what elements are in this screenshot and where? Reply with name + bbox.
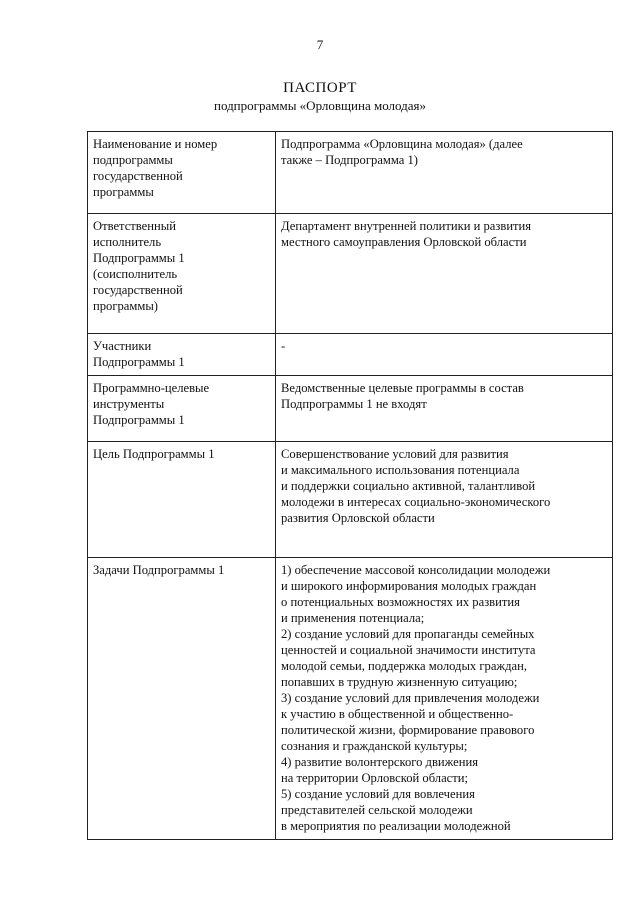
row-label-cell [88,334,276,376]
row-label-line: исполнитель [93,235,162,249]
row-label-line: Ответственный [93,219,176,233]
row-value-line: и широкого информирования молодых граждан [281,579,537,593]
row-value-line: 3) создание условий для привлечения молодежи [281,691,540,705]
row-label-line: Цель Подпрограммы 1 [93,447,215,461]
row-label-line: Подпрограммы 1 [93,251,185,265]
row-value-line: Подпрограммы 1 не входят [281,397,427,411]
row-value-line: политической жизни, формирование правового [281,723,535,737]
row-value-line: и применения потенциала; [281,611,425,625]
row-value-line: 4) развитие волонтерского движения [281,755,479,769]
row-value-line: сознания и гражданской культуры; [281,739,468,753]
document-title: ПАСПОРТ [283,80,357,96]
row-label-line: подпрограммы [93,153,173,167]
table-row [88,334,613,376]
row-label-cell [88,558,276,840]
row-value-line: также – Подпрограмма 1) [281,153,418,167]
row-value-cell [276,132,613,214]
table-row [88,442,613,558]
row-value-line: - [281,339,286,353]
row-value-line: Совершенствование условий для развития [281,447,509,461]
row-label-line: (соисполнитель [93,267,178,281]
row-value-cell [276,334,613,376]
row-value-line: и максимального использования потенциала [281,463,520,477]
passport-table-body [88,132,613,840]
row-label-cell [88,442,276,558]
table-row [88,376,613,442]
document-subtitle: подпрограммы «Орловщина молодая» [213,98,426,113]
row-value-line: на территории Орловской области; [281,771,468,785]
row-label-line: государственной [93,283,183,297]
table-row [88,214,613,334]
row-value-line: и поддержки социально активной, талантливой [281,479,536,493]
row-value-line: ценностей и социальной значимости института [281,643,536,657]
row-value-line: о потенциальных возможностях их развития [281,595,520,609]
row-label-line: государственной [93,169,183,183]
row-value-line: представителей сельской молодежи [281,803,473,817]
page-number: 7 [316,37,324,52]
row-value-cell [276,558,613,840]
row-value-line: Департамент внутренней политики и развития [281,219,532,233]
row-label-line: Участники [93,339,152,353]
row-label-line: Подпрограммы 1 [93,413,185,427]
row-label-line: Подпрограммы 1 [93,355,185,369]
table-row [88,558,613,840]
row-value-cell [276,442,613,558]
row-value-cell [276,376,613,442]
table-row [88,132,613,214]
row-value-line: Подпрограмма «Орловщина молодая» (далее [281,137,523,151]
row-value-line: молодой семьи, поддержка молодых граждан, [281,659,528,673]
row-value-line: молодежи в интересах социально-экономического [281,495,551,509]
row-value-line: попавших в трудную жизненную ситуацию; [281,675,518,689]
row-label-line: Задачи Подпрограммы 1 [93,563,225,577]
row-value-line: Ведомственные целевые программы в состав [281,381,524,395]
row-label-line: инструменты [93,397,165,411]
row-value-line: к участию в общественной и общественно- [281,707,514,721]
row-value-line: местного самоуправления Орловской области [281,235,527,249]
row-label-cell [88,214,276,334]
passport-table [87,131,613,840]
row-value-line: 2) создание условий для пропаганды семейных [281,627,535,641]
row-value-cell [276,214,613,334]
row-value-line: развития Орловской области [281,511,435,525]
row-value-line: в мероприятия по реализации молодежной [281,819,511,833]
row-label-cell [88,132,276,214]
row-label-line: Наименование и номер [93,137,218,151]
row-label-line: программы [93,185,154,199]
row-value-line: 5) создание условий для вовлечения [281,787,475,801]
row-label-line: Программно-целевые [93,381,210,395]
row-label-cell [88,376,276,442]
row-label-line: программы) [93,299,158,313]
row-value-line: 1) обеспечение массовой консолидации молодежи [281,563,551,577]
